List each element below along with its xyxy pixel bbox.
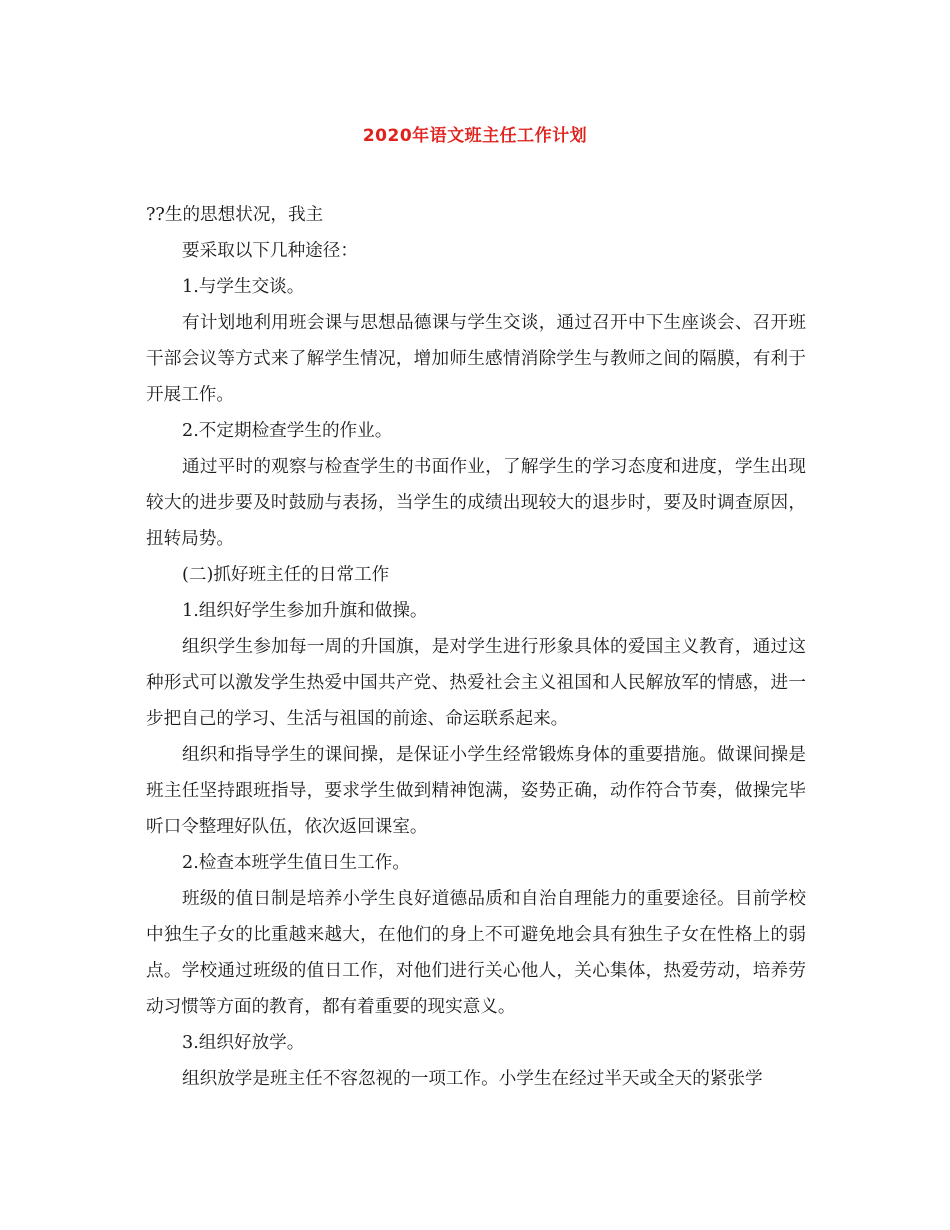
- paragraph: ??生的思想状况，我主: [146, 205, 324, 225]
- section-heading: 1.与学生交谈。: [182, 277, 305, 297]
- paragraph: 有计划地利用班会课与思想品德课与学生交谈，通过召开中下生座谈会、召开班干部会议等方式来了解学生情况，增加师生感情消除学生与教师之间的隔膜，有利于开展工作。: [146, 313, 806, 405]
- paragraph: 要采取以下几种途径：: [182, 241, 358, 261]
- paragraph: 班级的值日制是培养小学生良好道德品质和自治自理能力的重要途径。目前学校中独生子女的比重越来越大，在他们的身上不可避免地会具有独生子女在性格上的弱点。学校通过班级的值日工作，对他们进行关心他人，关心集体，热爱劳动，培养劳动习惯等方面的教育，都有着重要的现实意义。: [146, 889, 806, 1017]
- section-heading: 2.不定期检查学生的作业。: [182, 421, 393, 441]
- section-heading: 2.检查本班学生值日生工作。: [182, 853, 410, 873]
- paragraph: 通过平时的观察与检查学生的书面作业，了解学生的学习态度和进度，学生出现较大的进步要及时鼓励与表扬，当学生的成绩出现较大的退步时，要及时调查原因，扭转局势。: [146, 457, 806, 549]
- paragraph: 组织学生参加每一周的升国旗，是对学生进行形象具体的爱国主义教育，通过这种形式可以激发学生热爱中国共产党、热爱社会主义祖国和人民解放军的情感，进一步把自己的学习、生活与祖国的前途、命运联系起来。: [146, 637, 806, 729]
- section-heading: 1.组织好学生参加升旗和做操。: [182, 601, 428, 621]
- paragraph: 组织和指导学生的课间操，是保证小学生经常锻炼身体的重要措施。做课间操是班主任坚持跟班指导，要求学生做到精神饱满，姿势正确，动作符合节奏，做操完毕听口令整理好队伍，依次返回课室。: [146, 745, 806, 837]
- section-heading: (二)抓好班主任的日常工作: [182, 565, 390, 585]
- document-body: [146, 197, 806, 1097]
- document-title: 2020年语文班主任工作计划: [362, 126, 588, 146]
- section-heading: 3.组织好放学。: [182, 1033, 305, 1053]
- paragraph: 组织放学是班主任不容忽视的一项工作。小学生在经过半天或全天的紧张学: [182, 1069, 763, 1089]
